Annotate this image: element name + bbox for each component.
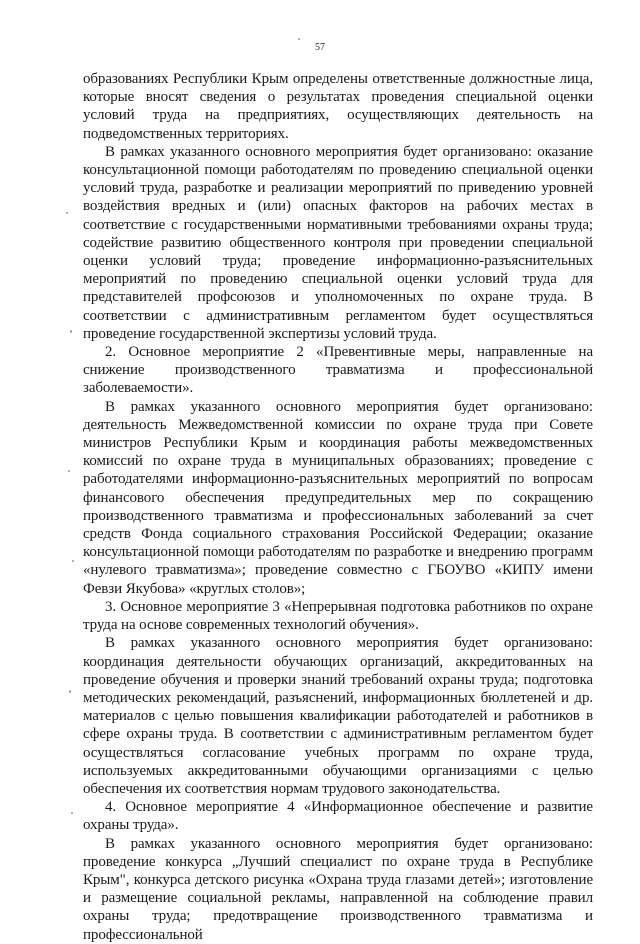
scan-speck xyxy=(68,470,70,472)
scan-speck xyxy=(70,330,72,333)
paragraph-assessment-measures: В рамках указанного основного мероприятия будет организовано: оказание консультационной помощи работодателям по проведению специальной оценки условий труда, разработке и реализации мероприятий по приведению уровней воздействия вредных и (или) опасных факторов на рабочих местах в соответствие с государственными нормативными требованиями охраны труда; содействие развитию общественного контроля при проведении специальной оценки условий труда; проведение информационно-разъяснительных мероприятий по проведению специальной оценки условий труда для представителей профсоюзов и уполномоченных по охране труда. В соответствии с административным регламентом будет осуществляться проведение государственной экспертизы условий труда. xyxy=(83,143,593,342)
paragraph-main-activity-4-details: В рамках указанного основного мероприятия будет организовано: проведение конкурса „Лучший специалист по охране труда в Республике Крым", конкурса детского рисунка «Охрана труда глазами детей»; изготовление и размещение социальной рекламы, направленной на соблюдение правил охраны труда; предотвращение производственного травматизма и профессиональной xyxy=(83,835,593,943)
scan-speck xyxy=(66,212,68,214)
scan-speck xyxy=(69,690,71,693)
paragraph-main-activity-3-title: 3. Основное мероприятие 3 «Непрерывная подготовка работников по охране труда на основе современных технологий обучения». xyxy=(83,598,593,634)
scan-speck xyxy=(71,812,73,814)
paragraph-main-activity-2-details: В рамках указанного основного мероприятия будет организовано: деятельность Межведомственной комиссии по охране труда при Совете министров Республики Крым и координация работы межведомственных комиссий по охране труда в муниципальных образованиях; проведение с работодателями информационно-разъяснительных мероприятий по вопросам финансового обеспечения предупредительных мер по сокращению производственного травматизма и профессиональных заболеваний за счет средств Фонда социального страхования Российской Федерации; оказание консультационной помощи работодателям по разработке и внедрению программ «нулевого травматизма»; проведение совместно с ГБОУВО «КИПУ имени Февзи Якубова» «круглых столов»; xyxy=(83,398,593,597)
page-number: 57 xyxy=(315,42,325,53)
document-body xyxy=(83,70,593,944)
scan-speck xyxy=(72,560,74,562)
paragraph-continuation-territories: образованиях Республики Крым определены ответственные должностные лица, которые вносят сведения о результатах проведения специальной оценки условий труда на предприятиях, осуществляющих деятельность на подведомственных территориях. xyxy=(83,71,593,142)
scan-speck xyxy=(298,38,300,40)
paragraph-main-activity-3-details: В рамках указанного основного мероприятия будет организовано: координация деятельности обучающих организаций, аккредитованных на проведение обучения и проверки знаний требований охраны труда; подготовка методических рекомендаций, разъяснений, информационных бюллетеней и др. материалов с целью повышения квалификации работодателей и работников в сфере охраны труда. В соответствии с административным регламентом будет осуществляться согласование учебных программ по охране труда, используемых аккредитованными обучающими организациями с целью обеспечения их соответствия нормам трудового законодательства. xyxy=(83,635,593,797)
paragraph-main-activity-4-title: 4. Основное мероприятие 4 «Информационное обеспечение и развитие охраны труда». xyxy=(83,799,593,834)
paragraph-main-activity-2-title: 2. Основное мероприятие 2 «Превентивные меры, направленные на снижение производственного травматизма и профессиональной заболеваемости». xyxy=(83,344,593,397)
